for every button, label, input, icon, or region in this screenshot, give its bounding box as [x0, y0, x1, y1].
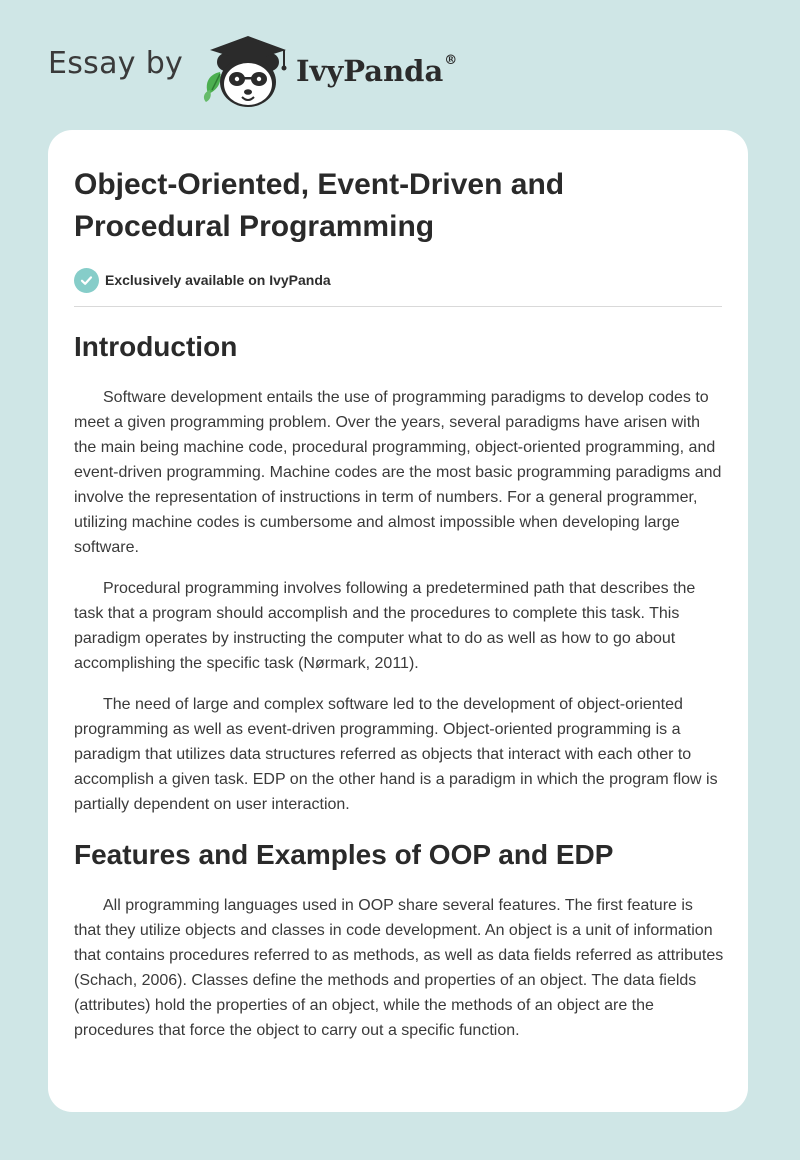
page-title: Object-Oriented, Event-Driven and Procedural Programming	[74, 168, 565, 243]
paragraph: All programming languages used in OOP share several features. The first feature is that they utilize objects and classes in code development. An object is a unit of information that contains procedures referred to as methods, as well as data fields referred as attributes (Schach, 2006). Classes define the methods and properties of an object. The data fields (attributes) hold the properties of an object, while the methods of an object are the procedures that force the object to carry out a specific function.	[74, 897, 724, 1039]
badge-label: Exclusively available on IvyPanda	[105, 272, 331, 288]
section-heading-features: Features and Examples of OOP and EDP	[74, 839, 614, 870]
paragraph: The need of large and complex software led to the development of object-oriented programming as well as event-driven programming. Object-oriented programming is a paradigm that utilizes data structures referred as objects that interact with each other to accomplish a given task. EDP on the other hand is a paradigm in which the program flow is partially dependent on user interaction.	[74, 696, 718, 813]
essay-card	[48, 130, 748, 1112]
panda-graduate-icon	[200, 32, 298, 112]
brand-name	[296, 54, 457, 88]
divider	[74, 306, 722, 307]
paragraph: Procedural programming involves following a predetermined path that describes the task that a program should accomplish and the procedures to complete this task. This paradigm operates by instructing the computer what to do as well as how to go about accomplishing the specific task (Nørmark, 2011).	[74, 580, 696, 672]
section-heading-introduction: Introduction	[74, 331, 238, 362]
exclusive-badge	[74, 266, 724, 294]
essay-by-label: Essay by	[48, 46, 184, 81]
brand-text: IvyPanda	[296, 54, 444, 88]
registered-mark: ®	[444, 53, 458, 69]
essay-content	[74, 164, 724, 1043]
paragraph: Software development entails the use of programming paradigms to develop codes to meet a given programming problem. Over the years, several paradigms have arisen with the main being machine code, procedural programming, object-oriented programming, and event-driven programming. Machine codes are the most basic programming paradigms and involve the representation of instructions in term of numbers. For a general programmer, utilizing machine codes is cumbersome and almost impossible when developing large software.	[74, 389, 722, 556]
check-circle-icon	[74, 268, 99, 293]
site-header	[48, 30, 768, 110]
